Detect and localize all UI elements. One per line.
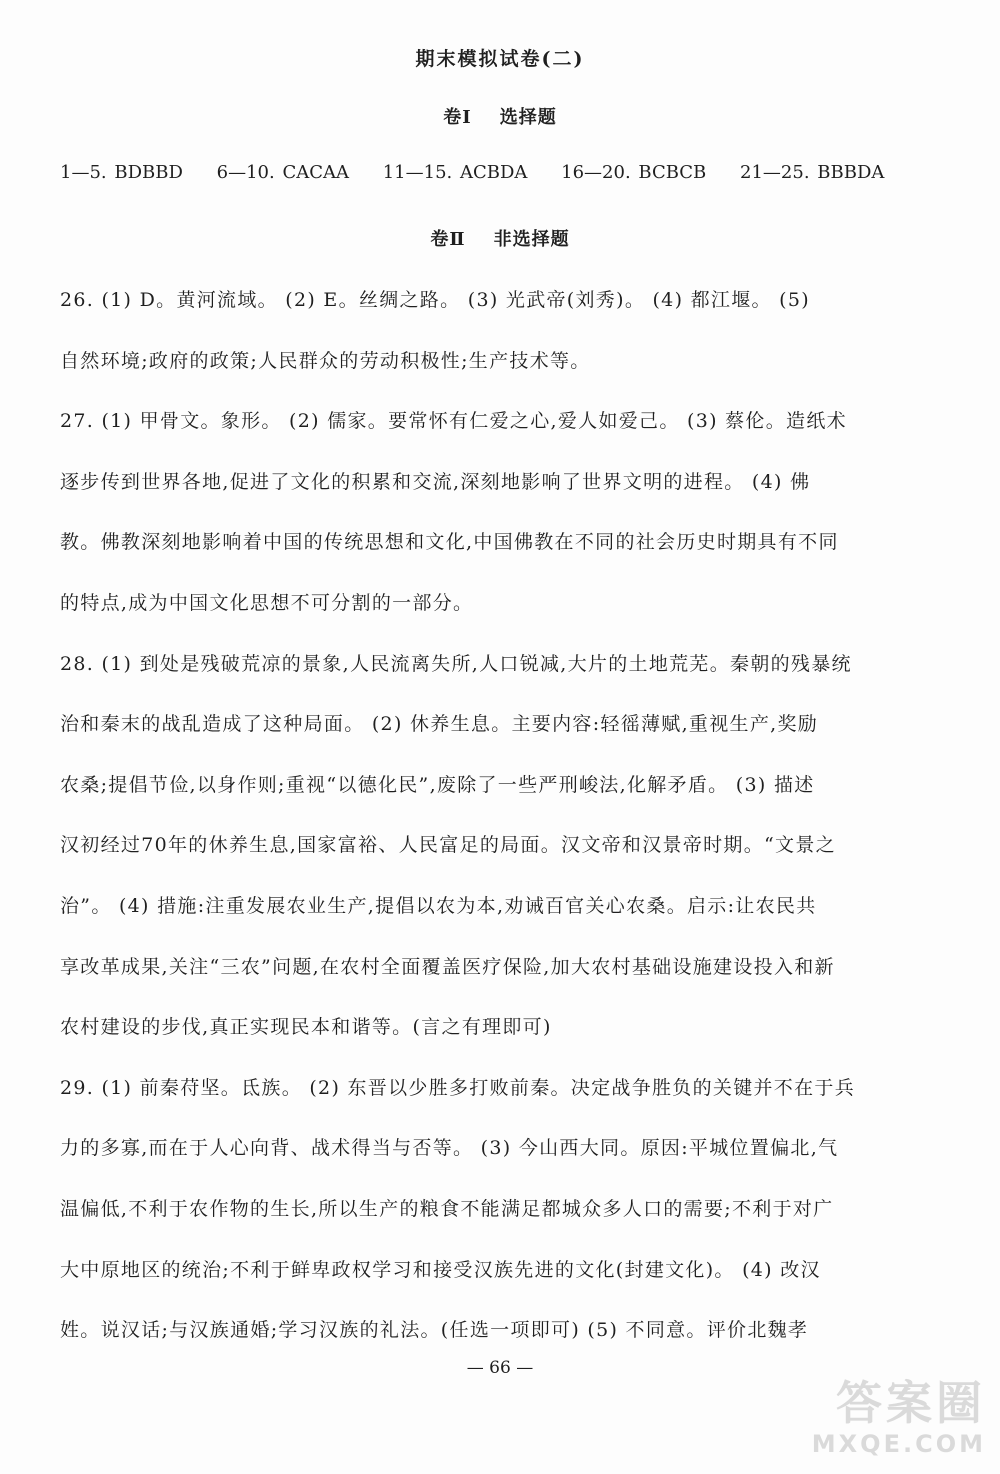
answer-26 — [60, 282, 920, 403]
answer-line: 的特点,成为中国文化思想不可分割的一部分。 — [60, 591, 474, 614]
answer-line: 治”。 (4) 措施:注重发展农业生产,提倡以农为本,劝诫百官关心农桑。启示:让农民共 — [60, 894, 817, 917]
answer-line: 26. (1) D。黄河流域。 (2) E。丝绸之路。 (3) 光武帝(刘秀)。 (4) 都江堰。 (5) — [60, 289, 810, 311]
answer-line: 28. (1) 到处是残破荒凉的景象,人民流离失所,人口锐减,大片的土地荒芜。秦朝的残暴统 — [60, 652, 852, 675]
answer-line: 治和秦末的战乱造成了这种局面。 (2) 休养生息。主要内容:轻徭薄赋,重视生产,奖励 — [60, 713, 819, 736]
section-label: 卷Ⅰ — [443, 107, 472, 128]
section-label: 卷Ⅱ — [430, 229, 466, 250]
choice-answers-row — [60, 162, 940, 183]
answer-line: 自然环境;政府的政策;人民群众的劳动积极性;生产技术等。 — [60, 349, 591, 372]
answers-body — [60, 282, 920, 1373]
page-number: — 66 — — [466, 1358, 534, 1378]
answer-line: 27. (1) 甲骨文。象形。 (2) 儒家。要常怀有仁爱之心,爱人如爱己。 (3) 蔡伦。造纸术 — [60, 410, 847, 433]
answer-line: 享改革成果,关注“三农”问题,在农村全面覆盖医疗保险,加大农村基础设施建设投入和新 — [60, 955, 835, 978]
choice-answer-group: 11—15. ACBDA — [382, 162, 528, 183]
answer-line: 温偏低,不利于农作物的生长,所以生产的粮食不能满足都城众多人口的需要;不利于对广 — [60, 1197, 834, 1220]
page-title: 期末模拟试卷(二) — [415, 48, 585, 70]
answer-line: 力的多寡,而在于人心向背、战术得当与否等。 (3) 今山西大同。原因:平城位置偏北,气 — [60, 1137, 839, 1160]
answer-27 — [60, 403, 920, 645]
answer-line: 大中原地区的统治;不利于鲜卑政权学习和接受汉族先进的文化(封建文化)。 (4) 改汉 — [60, 1258, 821, 1281]
choice-answer-group: 1—5. BDBBD — [60, 162, 183, 183]
answer-line: 逐步传到世界各地,促进了文化的积累和交流,深刻地影响了世界文明的进程。 (4) 佛 — [60, 470, 811, 493]
answer-28 — [60, 646, 920, 1070]
watermark-logo — [796, 1376, 986, 1466]
watermark-url: MXQE.COM — [811, 1430, 986, 1458]
answer-line: 汉初经过70年的休养生息,国家富裕、人民富足的局面。汉文帝和汉景帝时期。“文景之 — [60, 834, 836, 857]
section-heading-choice — [0, 103, 1000, 129]
answer-line: 农村建设的步伐,真正实现民本和谐等。(言之有理即可) — [60, 1016, 552, 1039]
choice-answer-group: 21—25. BBBDA — [740, 162, 885, 183]
choice-answer-group: 16—20. BCBCB — [561, 162, 707, 183]
answer-line: 29. (1) 前秦苻坚。氐族。 (2) 东晋以少胜多打败前秦。决定战争胜负的关键并不在于兵 — [60, 1076, 856, 1099]
section-heading-nonchoice — [0, 225, 1000, 251]
answer-line: 农桑;提倡节俭,以身作则;重视“以德化民”,废除了一些严刑峻法,化解矛盾。 (3) 描述 — [60, 773, 815, 796]
answer-line: 姓。说汉话;与汉族通婚;学习汉族的礼法。(任选一项即可) (5) 不同意。评价北魏孝 — [60, 1319, 809, 1342]
answer-line: 教。佛教深刻地影响着中国的传统思想和文化,中国佛教在不同的社会历史时期具有不同 — [60, 531, 839, 554]
watermark-text: 答案圈 — [836, 1376, 986, 1430]
answer-29 — [60, 1070, 920, 1373]
section-name: 选择题 — [499, 107, 557, 128]
choice-answer-group: 6—10. CACAA — [216, 162, 349, 183]
section-name: 非选择题 — [493, 229, 570, 250]
